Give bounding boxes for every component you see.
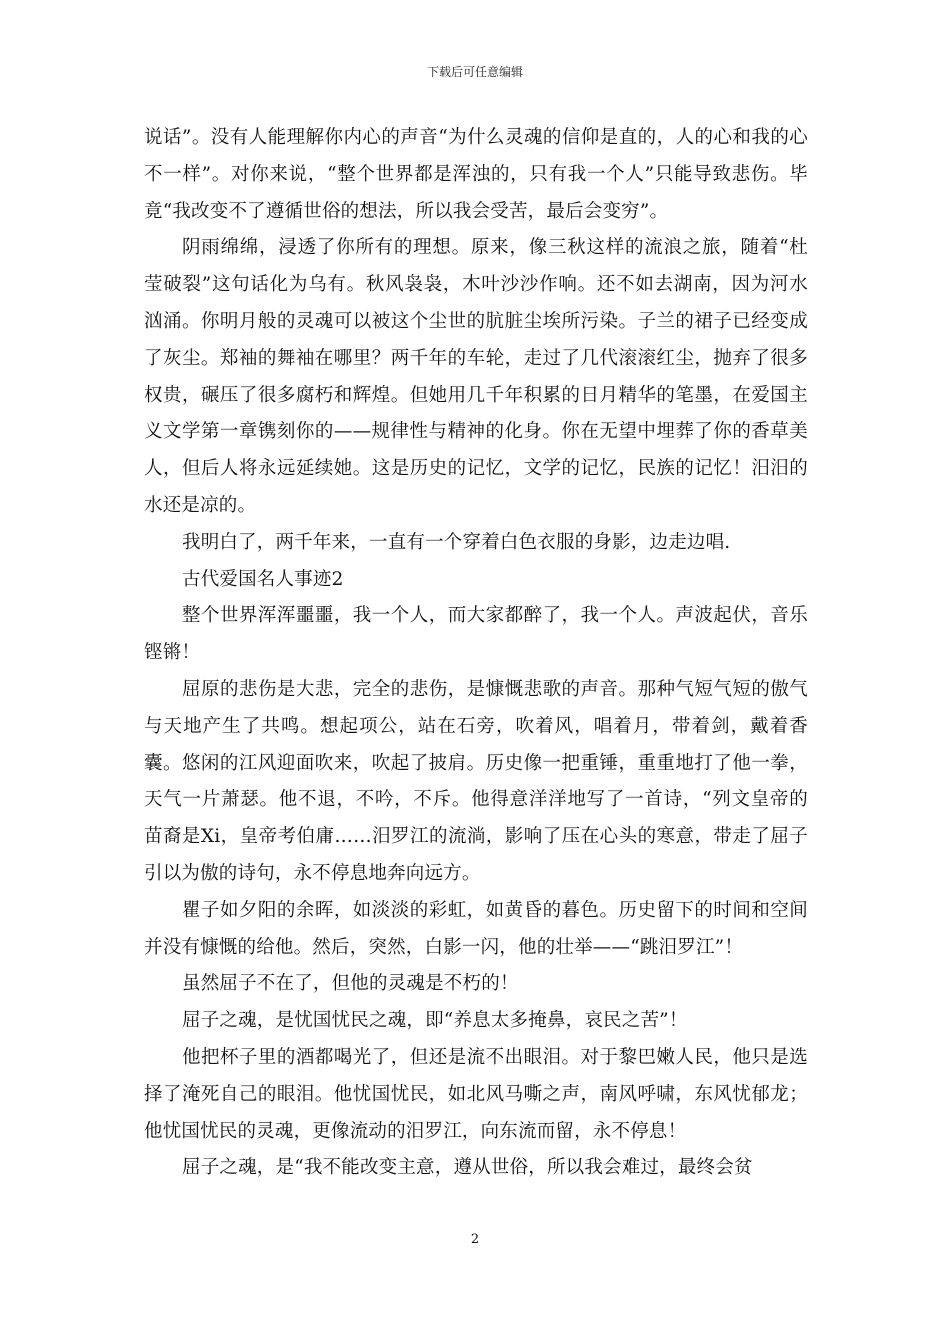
paragraph: 他把杯子里的酒都喝光了，但还是流不出眼泪。对于黎巴嫩人民，他只是选择了淹死自己的眼泪。他忧国忧民，如北风马嘶之声，南风呼啸，东风忧郁龙；他忧国忧民的灵魂，更像流动的汨罗江，向东流而留，永不停息！ <box>144 1046 808 1142</box>
paragraph: 屈子之魂，是忧国忧民之魂，即“养息太多掩鼻，哀民之苦”！ <box>182 1010 688 1032</box>
paragraph-continuation: 说话”。没有人能理解你内心的声音“为什么灵魂的信仰是直的，人的心和我的心不一样”。对你来说，“整个世界都是浑浊的，只有我一个人”只能导致悲伤。毕竟“我改变不了遵循世俗的想法，所以我会受苦，最后会变穷”。 <box>144 127 808 222</box>
paragraph: 瞿子如夕阳的余晖，如淡淡的彩虹，如黄昏的暮色。历史留下的时间和空间并没有慷慨的给他。然后，突然，白影一闪，他的壮举——“跳汨罗江”！ <box>144 899 808 958</box>
paragraph: 阴雨绵绵，浸透了你所有的理想。原来，像三秋这样的流浪之旅，随着“杜莹破裂”这句话化为乌有。秋风袅袅，木叶沙沙作响。还不如去湖南，因为河水汹涌。你明月般的灵魂可以被这个尘世的肮脏尘埃所污染。子兰的裙子已经变成了灰尘。郑袖的舞袖在哪里？两千年的车轮，走过了几代滚滚红尘，抛弃了很多权贵，碾压了很多腐朽和辉煌。但她用几千年积累的日月精华的笔墨，在爱国主义文学第一章镌刻你的——规律性与精神的化身。你在无望中埋葬了你的香草美人，但后人将永远延续她。这是历史的记忆，文学的记忆，民族的记忆！汨汨的水还是凉的。 <box>144 237 808 516</box>
paragraph: 整个世界浑浑噩噩，我一个人，而大家都醉了，我一个人。声波起伏，音乐铿锵！ <box>144 605 808 664</box>
paragraph: 我明白了，两千年来，一直有一个穿着白色衣服的身影，边走边唱. <box>182 531 731 553</box>
section-heading: 古代爱国名人事迹2 <box>182 568 344 590</box>
paragraph: 虽然屈子不在了，但他的灵魂是不朽的！ <box>182 973 519 995</box>
page-number: 2 <box>470 1232 480 1247</box>
page-header: 下载后可任意编辑 <box>426 65 523 79</box>
paragraph: 屈原的悲伤是大悲，完全的悲伤，是慷慨悲歌的声音。那种气短气短的傲气与天地产生了共鸣。想起项公，站在石旁，吹着风，唱着月，带着剑，戴着香囊。悠闲的江风迎面吹来，吹起了披肩。历史像一把重锤，重重地打了他一拳，天气一片萧瑟。他不退，不吟，不斥。他得意洋洋地写了一首诗，“列文皇帝的苗裔是Xi，皇帝考伯庸……汨罗江的流淌，影响了压在心头的寒意，带走了屈子引以为傲的诗句，永不停息地奔向远方。 <box>144 678 808 884</box>
paragraph: 屈子之魂，是“我不能改变主意，遵从世俗，所以我会难过，最终会贫 <box>182 1157 753 1179</box>
document-body <box>144 120 808 1187</box>
